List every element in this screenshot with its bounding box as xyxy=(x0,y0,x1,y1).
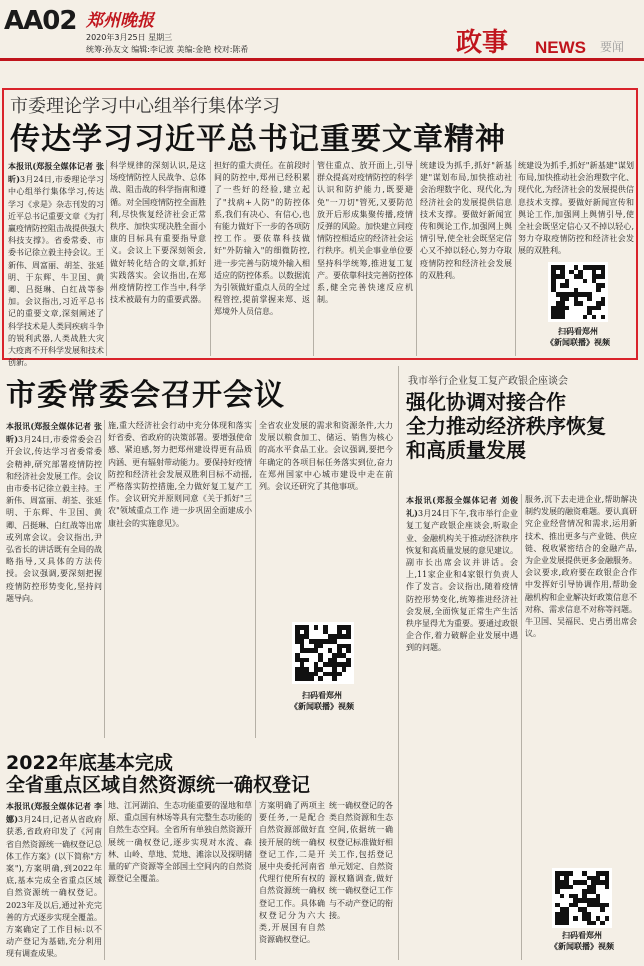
story4-byline: 本报讯(郑报全媒体记者 李娜) xyxy=(6,801,102,825)
story2-headline[interactable]: 市委常委会召开会议 xyxy=(6,378,285,413)
story1-col-6: 统建设为抓手,抓好"新基建"谋划布局,加快推动社会治理数字化、现代化,为经济社会的发展提供信息技术支撑。要做好新闻宣传和舆论工作,加强网上舆情引导,使全社会既坚定信心又不掉以轻心,努力夺取疫情防控和经济社会发展的双胜利。 xyxy=(518,161,634,256)
column-divider xyxy=(106,160,107,356)
story4-col-3: 方案明确了两项主要任务,一是配合自然资源部做好直接开展的统一确权登记工作,二是开展中央委托河南省代理行使所有权的自然资源统一确权登记工作。具体确权登记分为六大类,开展国有自然资源确权登记。 xyxy=(259,801,325,945)
story3-qr-caption: 扫码看郑州 《新闻联播》视频 xyxy=(550,931,614,951)
story2-col-1-text: 3月24日,市委常委会召开会议,传达学习省委常委会精神,研究部署疫情防控和经济社会发展工作。会议由市委书记徐立毅主持。王新伟、周富丽、胡荃、张延明、于东辉、牛卫国、黄卿、吕挺琳、白红战等出席或列席会议。会议指出,尹弘省长的讲话既有全局的战略指导,又具体的方法传授。会议强调,要深刻把握疫情防控形势变化,坚持问题导向。 xyxy=(6,435,103,603)
column-divider xyxy=(255,800,256,960)
issue-date: 2020年3月25日 星期三 xyxy=(86,33,173,42)
column-divider xyxy=(210,160,211,356)
story3-byline: 本报讯(郑报全媒体记者 刘俊礼) xyxy=(406,495,518,519)
column-divider xyxy=(255,420,256,738)
story1-col-1-text: 3月24日,市委理论学习中心组举行集体学习,传达学习《求是》杂志刊发的习近平总书记重要文章《为打赢疫情防控阻击战提供强大科技支撑》。省委常委、市委书记徐立毅主持会议。王新伟、周富丽、胡荃、张延明、于东辉、牛卫国、黄卿、吕挺琳、白红战等参加。会议指出,习近平总书记的重要文章,深刻阐述了科学技术是人类同疾病斗争的锐利武器,人类战胜大灾大疫离不开科学发展和技术创新。 xyxy=(8,175,105,368)
masthead-logo: 郑州晚报 xyxy=(86,11,154,31)
story2-col-1 xyxy=(6,420,102,738)
qr-code-icon[interactable] xyxy=(292,622,354,684)
column-divider xyxy=(416,160,417,356)
story1-col-2: 科学规律的深刻认识,是这场疫情防控人民战争、总体战、阻击战的科学指南和遵循。对全国疫情防控全面胜利,尽快恢复经济社会正常秩序、加快实现决胜全面小康的目标具有重要指导意义。会议上下要深刻领会,做好转化结合的文章,抓好实践落实。会议指出,在郑州疫情防控工作当中,科学技术被最有力的重要武器。 xyxy=(110,161,206,305)
column-divider xyxy=(515,160,516,356)
column-divider xyxy=(398,366,399,960)
column-divider xyxy=(521,494,522,960)
column-divider xyxy=(104,800,105,960)
story4-col-2: 地、江河湖泊、生态功能重要的湿地和草原、重点国有林场等具有完整生态功能的自然生态空间。全省所有单独自然资源开展统一确权登记,逐步实现对水流、森林、山岭、草地、荒地、滩涂以及探明储量的矿产资源等全部国土空间内的自然资源登记全覆盖。 xyxy=(108,801,252,884)
story1-headline[interactable]: 传达学习习近平总书记重要文章精神 xyxy=(10,122,506,157)
story1-kicker: 市委理论学习中心组举行集体学习 xyxy=(10,96,280,117)
section-title: 政事 xyxy=(456,28,509,58)
header-rule xyxy=(0,58,644,61)
story2-qr-caption: 扫码看郑州 《新闻联播》视频 xyxy=(290,691,354,711)
section-title-en: NEWS xyxy=(535,38,586,57)
story1-col-1 xyxy=(8,160,105,368)
story3-col-1 xyxy=(406,494,518,960)
story1-byline: 本报讯(郑报全媒体记者 张昕) xyxy=(8,161,104,185)
story4-col-4: 统一确权登记的各类自然资源和生态空间,依据统一确权登记标准做好相关工作,包括登记单元划定、自然资源权籍调查,做好统一确权登记工作与不动产登记的衔接。 xyxy=(329,801,393,920)
story4-col-1 xyxy=(6,800,102,960)
story3-col-1-text: 3月24日下午,我市举行企业复工复产政银企座谈会,听取企业、金融机构关于推动经济秩序恢复和高质量发展的意见建议。副市长出席会议并讲话。会上,11家企业和4家银行负责人作了发言。会议指出,随着疫情防控形势变化,统筹推进经济社会发展,全面恢复正常生产生活秩序显得尤为重要。要通过政银企合作,着力破解企业发展中遇到的问题。 xyxy=(406,509,519,653)
story1-qr-caption: 扫码看郑州 《新闻联播》视频 xyxy=(546,327,610,347)
editor-credits: 统筹:孙友文 编辑:李记波 美编:金艳 校对:陈希 xyxy=(86,45,249,54)
page-number: AA02 xyxy=(4,6,77,36)
story4-headline[interactable]: 2022年底基本完成 全省重点区域自然资源统一确权登记 xyxy=(6,752,311,796)
qr-code-icon[interactable] xyxy=(552,868,612,928)
column-divider xyxy=(313,160,314,356)
story1-col-3: 担好的重大责任。在前段时间的防控中,郑州已经积累了一些好的经验,建立起了"找病+人防"的防控体系,我们有决心、有信心,也有能力做好下一步的各项防控工作。要依靠科技做好"外防输入"的细微防控,进一步完善与防境外输入相适应的防控体系。以数据流为引领做好重点人员的全过程管控,提前掌握来郑、返郑境外人员信息。 xyxy=(214,161,310,317)
story4-col-1-text: 3月24日,记者从省政府获悉,省政府印发了《河南省自然资源统一确权登记总体工作方案》(以下简称"方案"),方案明确,到2022年底,基本完成全省重点区域自然资源统一确权登记。2023年及以后,通过补充完善的方式逐步实现全覆盖。方案确定了工作目标:以不动产登记为基础,充分利用现有调查成果。 xyxy=(6,815,103,959)
story3-kicker: 我市举行企业复工复产政银企座谈会 xyxy=(408,376,568,387)
story2-byline: 本报讯(郑报全媒体记者 张昕) xyxy=(6,421,102,445)
story1-col-5: 统建设为抓手,抓好"新基建"谋划布局,加快推动社会治理数字化、现代化,为经济社会的发展提供信息技术支撑。要做好新闻宣传和舆论工作,加强网上舆情引导,使全社会既坚定信心又不掉以轻心,努力夺取疫情防控和经济社会发展的双胜利。 xyxy=(420,161,512,280)
story3-col-2: 服务,沉下去走进企业,帮助解决制约发展的融资难题。要认真研究企业经营情况和需求,运用新技术、推出更多与产业链、供应链、税收紧密结合的金融产品,为企业发展提供更多金融服务。会议要求,政府要在政银企合作中发挥好引导协调作用,帮助金融机构和企业解决好政策信息不对称、需求信息不对称等问题。牛卫国、吴福民、史占勇出席会议。 xyxy=(525,495,637,639)
story2-col-2: 施,重大经济社会行动中充分体现和落实好省委、省政府的决策部署。要增强使命感、紧迫感,努力把郑州建设得更有品质内涵、更有辐射带动能力。要保持好疫情防控和经济社会发展双胜利目标不动摇,严格落实防控措施,全力做好复工复产工作。会议研究并原则同意《关于抓好"三农"领域重点工作 进一步巩固全面建成小康社会的实施意见》。 xyxy=(108,421,252,528)
column-divider xyxy=(104,420,105,738)
section-subtitle: 要闻 xyxy=(600,40,625,54)
story1-col-4: 管住重点、放开面上,引导群众提高对疫情防控的科学认识和防护能力,既要避免"一刀切"管死,又要防范放开后形成集聚传播,疫情反弹的风险。加快建立同疫情防控相适应的经济社会运行秩序。机关企事业单位要坚持科学统筹,推进复工复产。要依靠科技完善防控体系,健全完善快速反应机制。 xyxy=(317,161,413,305)
story3-headline[interactable]: 强化协调对接合作 全力推动经济秩序恢复 和高质量发展 xyxy=(406,390,606,462)
qr-code-icon[interactable] xyxy=(548,262,608,322)
story2-col-3: 全省农业发展的需求和资源条件,大力发展以粮食加工、储运、销售为核心的高水平食品工业。会议强调,要把今年确定的各项目标任务落实到位,奋力在郑州国家中心城市建设中走在前列。会议还研究了其他事项。 xyxy=(259,421,393,492)
